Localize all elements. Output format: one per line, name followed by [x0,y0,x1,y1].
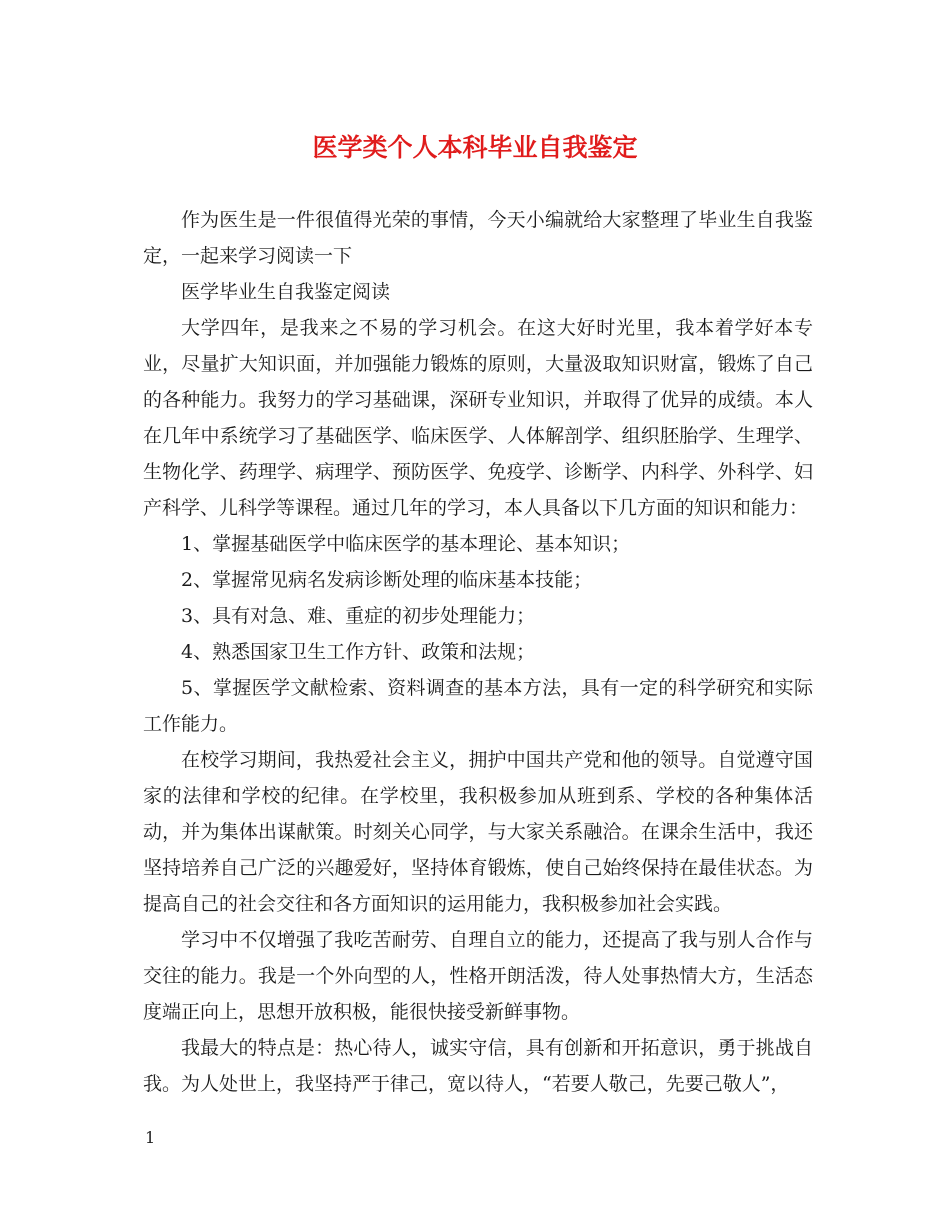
paragraph-traits: 我最大的特点是：热心待人，诚实守信，具有创新和开拓意识，勇于挑战自我。为人处世上，我坚持严于律己，宽以待人，“若要人敬己，先要己敬人”， [143,1037,813,1095]
page-number: 1 [145,1128,156,1147]
paragraph-school-life: 在校学习期间，我热爱社会主义，拥护中国共产党和他的领导。自觉遵守国家的法律和学校的纪律。在学校里，我积极参加从班到系、学校的各种集体活动，并为集体出谋献策。时刻关心同学，与大家关系融洽。在课余生活中，我还坚持培养自己广泛的兴趣爱好，坚持体育锻炼，使自己始终保持在最佳状态。为提高自己的社会交往和各方面知识的运用能力，我积极参加社会实践。 [143,749,813,915]
paragraph-ability-1: 1、掌握基础医学中临床医学的基本理论、基本知识； [181,533,631,555]
paragraph-ability-2: 2、掌握常见病名发病诊断处理的临床基本技能； [181,569,593,591]
document-title: 医学类个人本科毕业自我鉴定 [312,133,638,162]
paragraph-subheading: 医学毕业生自我鉴定阅读 [181,281,391,303]
paragraph-university-years: 大学四年，是我来之不易的学习机会。在这大好时光里，我本着学好本专业，尽量扩大知识面，并加强能力锻炼的原则，大量汲取知识财富，锻炼了自己的各种能力。我努力的学习基础课，深研专业知识，并取得了优异的成绩。本人在几年中系统学习了基础医学、临床医学、人体解剖学、组织胚胎学、生理学、生物化学、药理学、病理学、预防医学、免疫学、诊断学、内科学、外科学、妇产科学、儿科学等课程。通过几年的学习，本人具备以下几方面的知识和能力： [143,317,813,519]
paragraph-ability-3: 3、具有对急、难、重症的初步处理能力； [181,605,536,627]
paragraph-ability-4: 4、熟悉国家卫生工作方针、政策和法规； [181,641,536,663]
paragraph-personality: 学习中不仅增强了我吃苦耐劳、自理自立的能力，还提高了我与别人合作与交往的能力。我是一个外向型的人，性格开朗活泼，待人处事热情大方，生活态度端正向上，思想开放积极，能很快接受新鲜事物。 [143,929,813,1023]
paragraph-ability-5: 5、掌握医学文献检索、资料调查的基本方法，具有一定的科学研究和实际工作能力。 [143,677,813,735]
paragraph-intro: 作为医生是一件很值得光荣的事情，今天小编就给大家整理了毕业生自我鉴定，一起来学习阅读一下 [143,209,813,267]
document-body [143,202,813,1102]
